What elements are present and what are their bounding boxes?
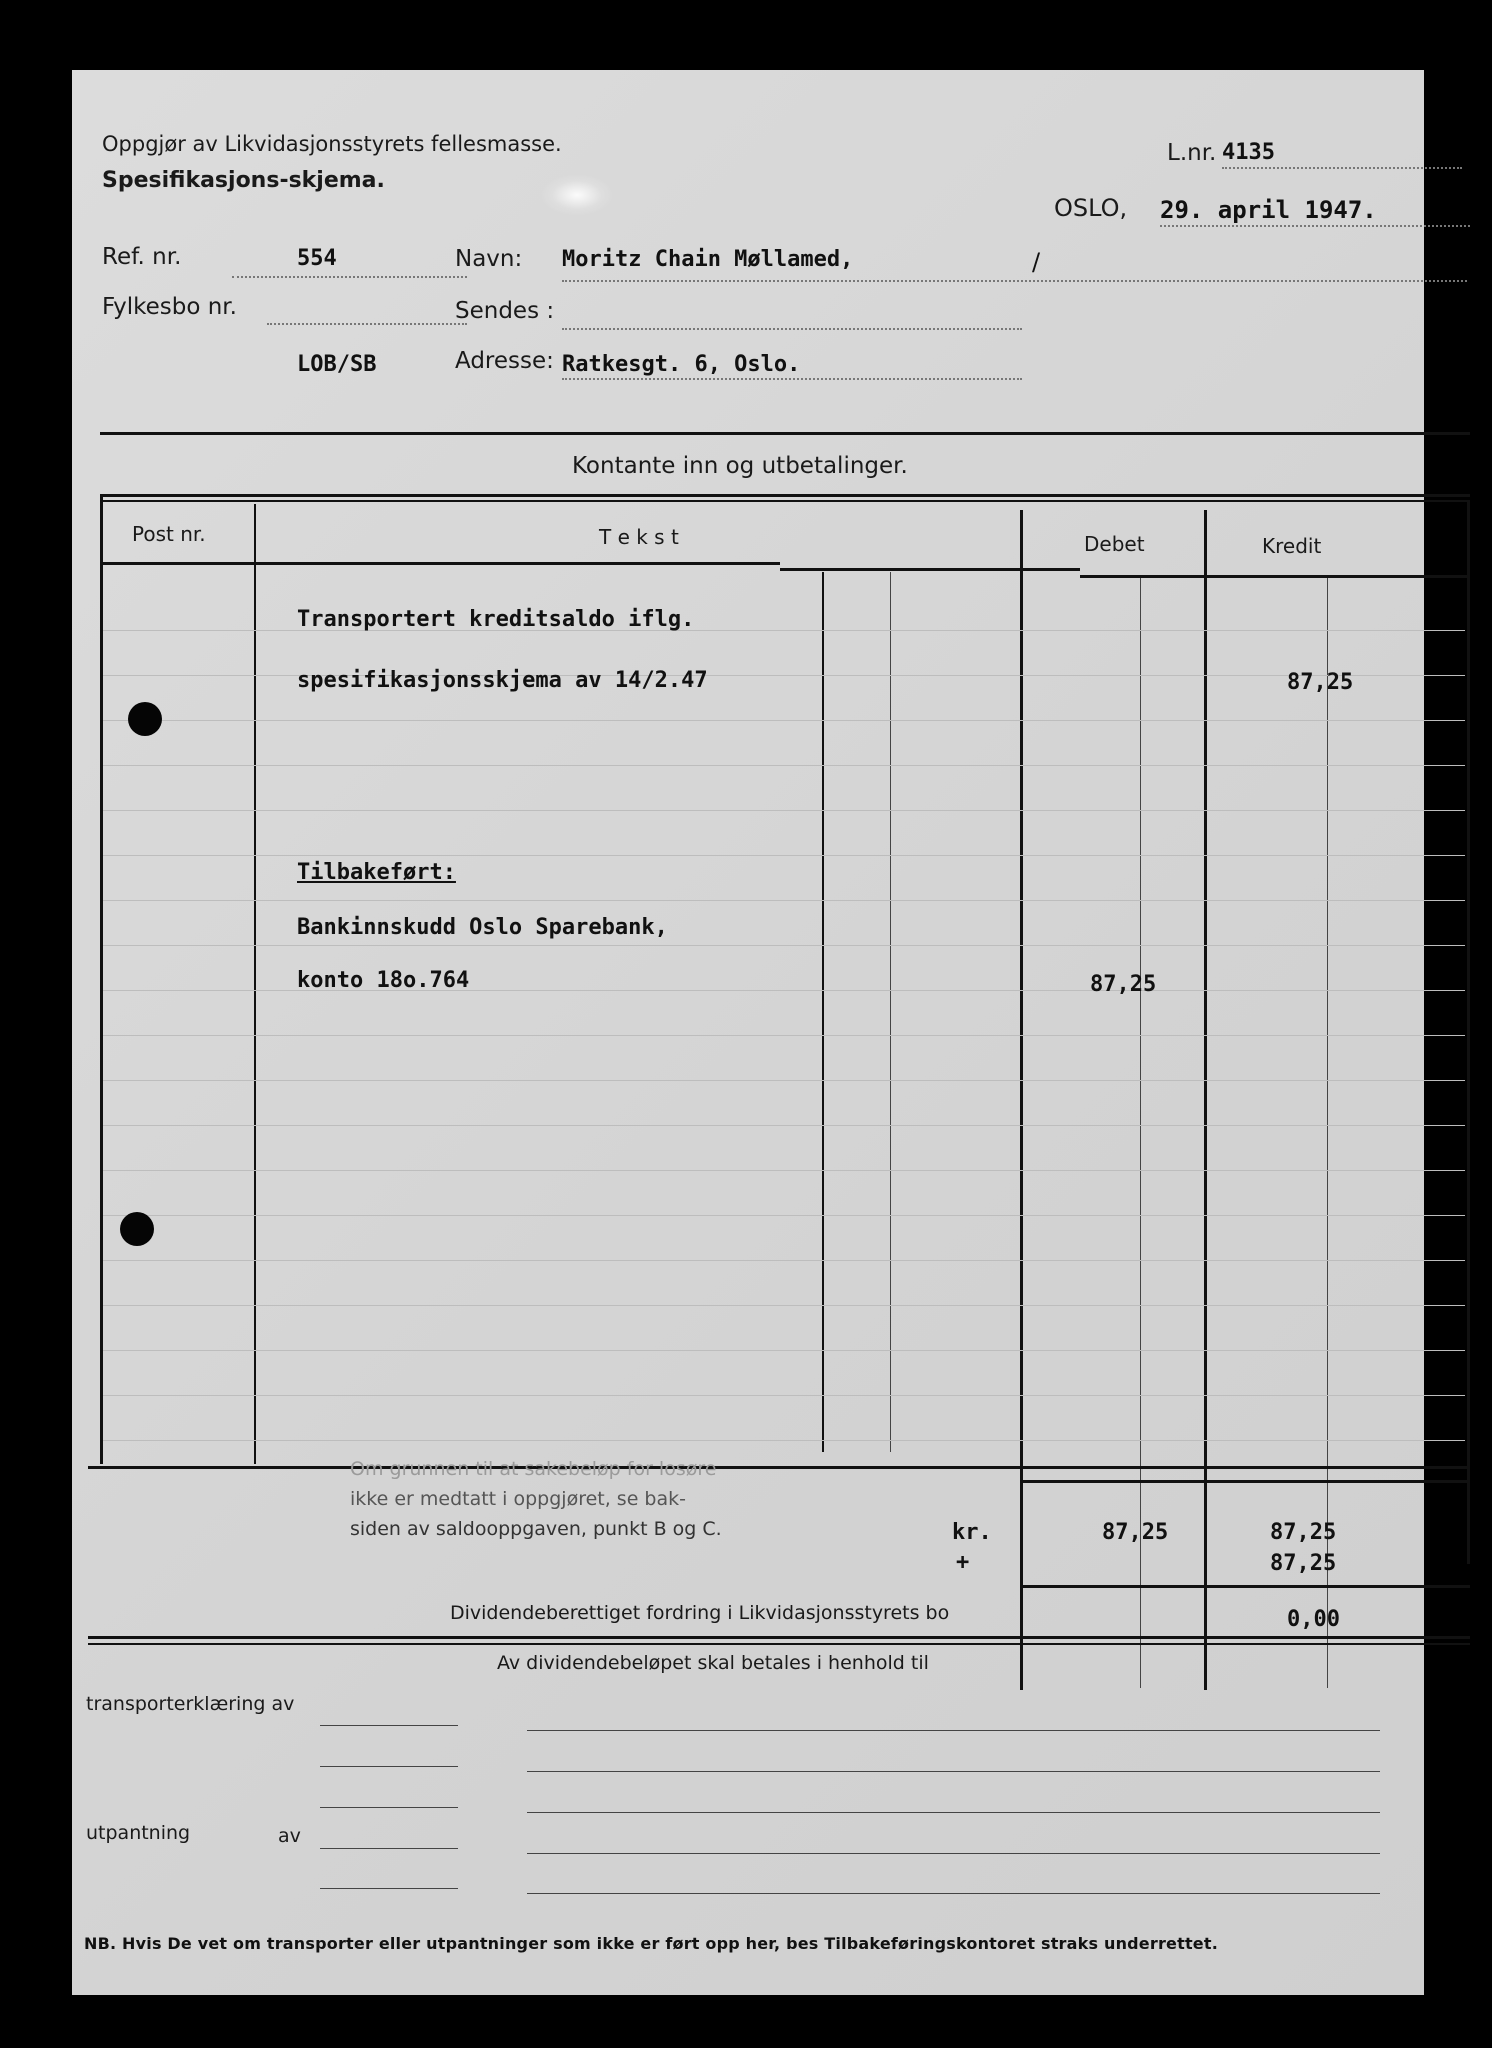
table-bottom-rule-2 <box>88 1643 1470 1645</box>
section-top-rule <box>100 432 1470 435</box>
table-bottom-rule <box>88 1636 1470 1639</box>
date-dotted-line <box>1160 225 1470 227</box>
date: 29. april 1947. <box>1160 196 1377 224</box>
text-right-divider <box>822 572 824 1452</box>
row-3-text: Tilbakeført: <box>297 860 456 885</box>
header-bottom-rule-right <box>1080 575 1470 578</box>
totals-top-rule <box>88 1466 1468 1469</box>
col-post-header: Post nr. <box>132 522 206 546</box>
note-line-1: Om grunnen til at sakebeløp for losøre <box>350 1458 717 1480</box>
adresse-dotted-line <box>562 378 1022 380</box>
navn-label: Navn: <box>455 246 523 272</box>
col-kredit-header: Kredit <box>1262 534 1322 558</box>
place: OSLO, <box>1054 194 1128 222</box>
punch-hole-bottom <box>120 1212 154 1246</box>
post-column-divider <box>254 504 256 1464</box>
punch-hole-top <box>128 702 162 736</box>
col-tekst-header: T e k s t <box>599 525 679 549</box>
lnr-label: L.nr. <box>1167 140 1217 166</box>
payment-heading: Av dividendebeløpet skal betales i henhold til <box>497 1652 929 1674</box>
header-bottom-rule-left <box>100 562 780 565</box>
dividend-label: Dividendeberettiget fordring i Likvidasjonsstyrets bo <box>450 1602 950 1624</box>
document-page <box>72 70 1424 1995</box>
adresse-value: Ratkesgt. 6, Oslo. <box>562 352 801 377</box>
debet-left-divider <box>1020 510 1023 1690</box>
table-left-border <box>100 494 103 1464</box>
navn-value: Moritz Chain Møllamed, <box>562 247 854 272</box>
lnr-value: 4135 <box>1222 140 1275 165</box>
fylkesbo-dotted-line <box>267 323 467 325</box>
paper-stain <box>542 175 612 215</box>
table-right-border <box>1467 502 1470 1564</box>
office-code: LOB/SB <box>297 352 377 377</box>
fylkesbo-label: Fylkesbo nr. <box>102 294 237 320</box>
row-5-text: konto 18o.764 <box>297 968 470 993</box>
kredit-left-divider <box>1204 510 1207 1690</box>
table-top-border <box>100 494 1470 497</box>
form-subtitle: Spesifikasjons-skjema. <box>102 168 385 193</box>
dividend-top-rule <box>1020 1585 1470 1588</box>
text-right-divider-2 <box>890 572 891 1452</box>
lnr-dotted-line <box>1222 167 1462 169</box>
dividend-value: 0,00 <box>1287 1607 1340 1632</box>
row-1-text: Transportert kreditsaldo iflg. <box>297 607 695 632</box>
row-4-text: Bankinnskudd Oslo Sparebank, <box>297 915 668 940</box>
ref-dotted-line <box>232 276 467 278</box>
section-title: Kontante inn og utbetalinger. <box>572 453 908 479</box>
navn-dotted-line <box>562 280 1467 282</box>
kr-label: kr. <box>952 1520 992 1545</box>
row-2-kredit: 87,25 <box>1287 670 1354 695</box>
row-2-text: spesifikasjonsskjema av 14/2.47 <box>297 668 708 693</box>
av-label: av <box>278 1825 301 1847</box>
totals-amount-rule <box>1020 1480 1470 1483</box>
plus-label: + <box>956 1550 970 1575</box>
table-top-border-inner <box>100 500 1470 502</box>
transport-label: transporterklæring av <box>86 1693 295 1715</box>
form-title: Oppgjør av Likvidasjonsstyrets fellesmasse. <box>102 132 562 156</box>
row-5-debet: 87,25 <box>1090 972 1157 997</box>
kredit-transfer: 87,25 <box>1270 1551 1337 1576</box>
note-line-3: siden av saldooppgaven, punkt B og C. <box>350 1518 722 1540</box>
sendes-dotted-line <box>562 328 1022 330</box>
ref-label: Ref. nr. <box>102 244 182 270</box>
col-debet-header: Debet <box>1084 532 1145 556</box>
nb-note: NB. Hvis De vet om transporter eller utpantninger som ikke er ført opp her, bes Tilbakeføringskontoret straks underrettet. <box>84 1934 1218 1953</box>
kredit-total: 87,25 <box>1270 1520 1337 1545</box>
note-line-2: ikke er medtatt i oppgjøret, se bak- <box>350 1488 686 1510</box>
utpantning-label: utpantning <box>86 1822 191 1844</box>
ref-value: 554 <box>297 246 337 271</box>
navn-slash: / <box>1032 248 1041 276</box>
adresse-label: Adresse: <box>455 348 554 374</box>
header-bottom-rule-mid <box>780 568 1080 571</box>
debet-total: 87,25 <box>1102 1520 1169 1545</box>
sendes-label: Sendes : <box>455 298 555 324</box>
